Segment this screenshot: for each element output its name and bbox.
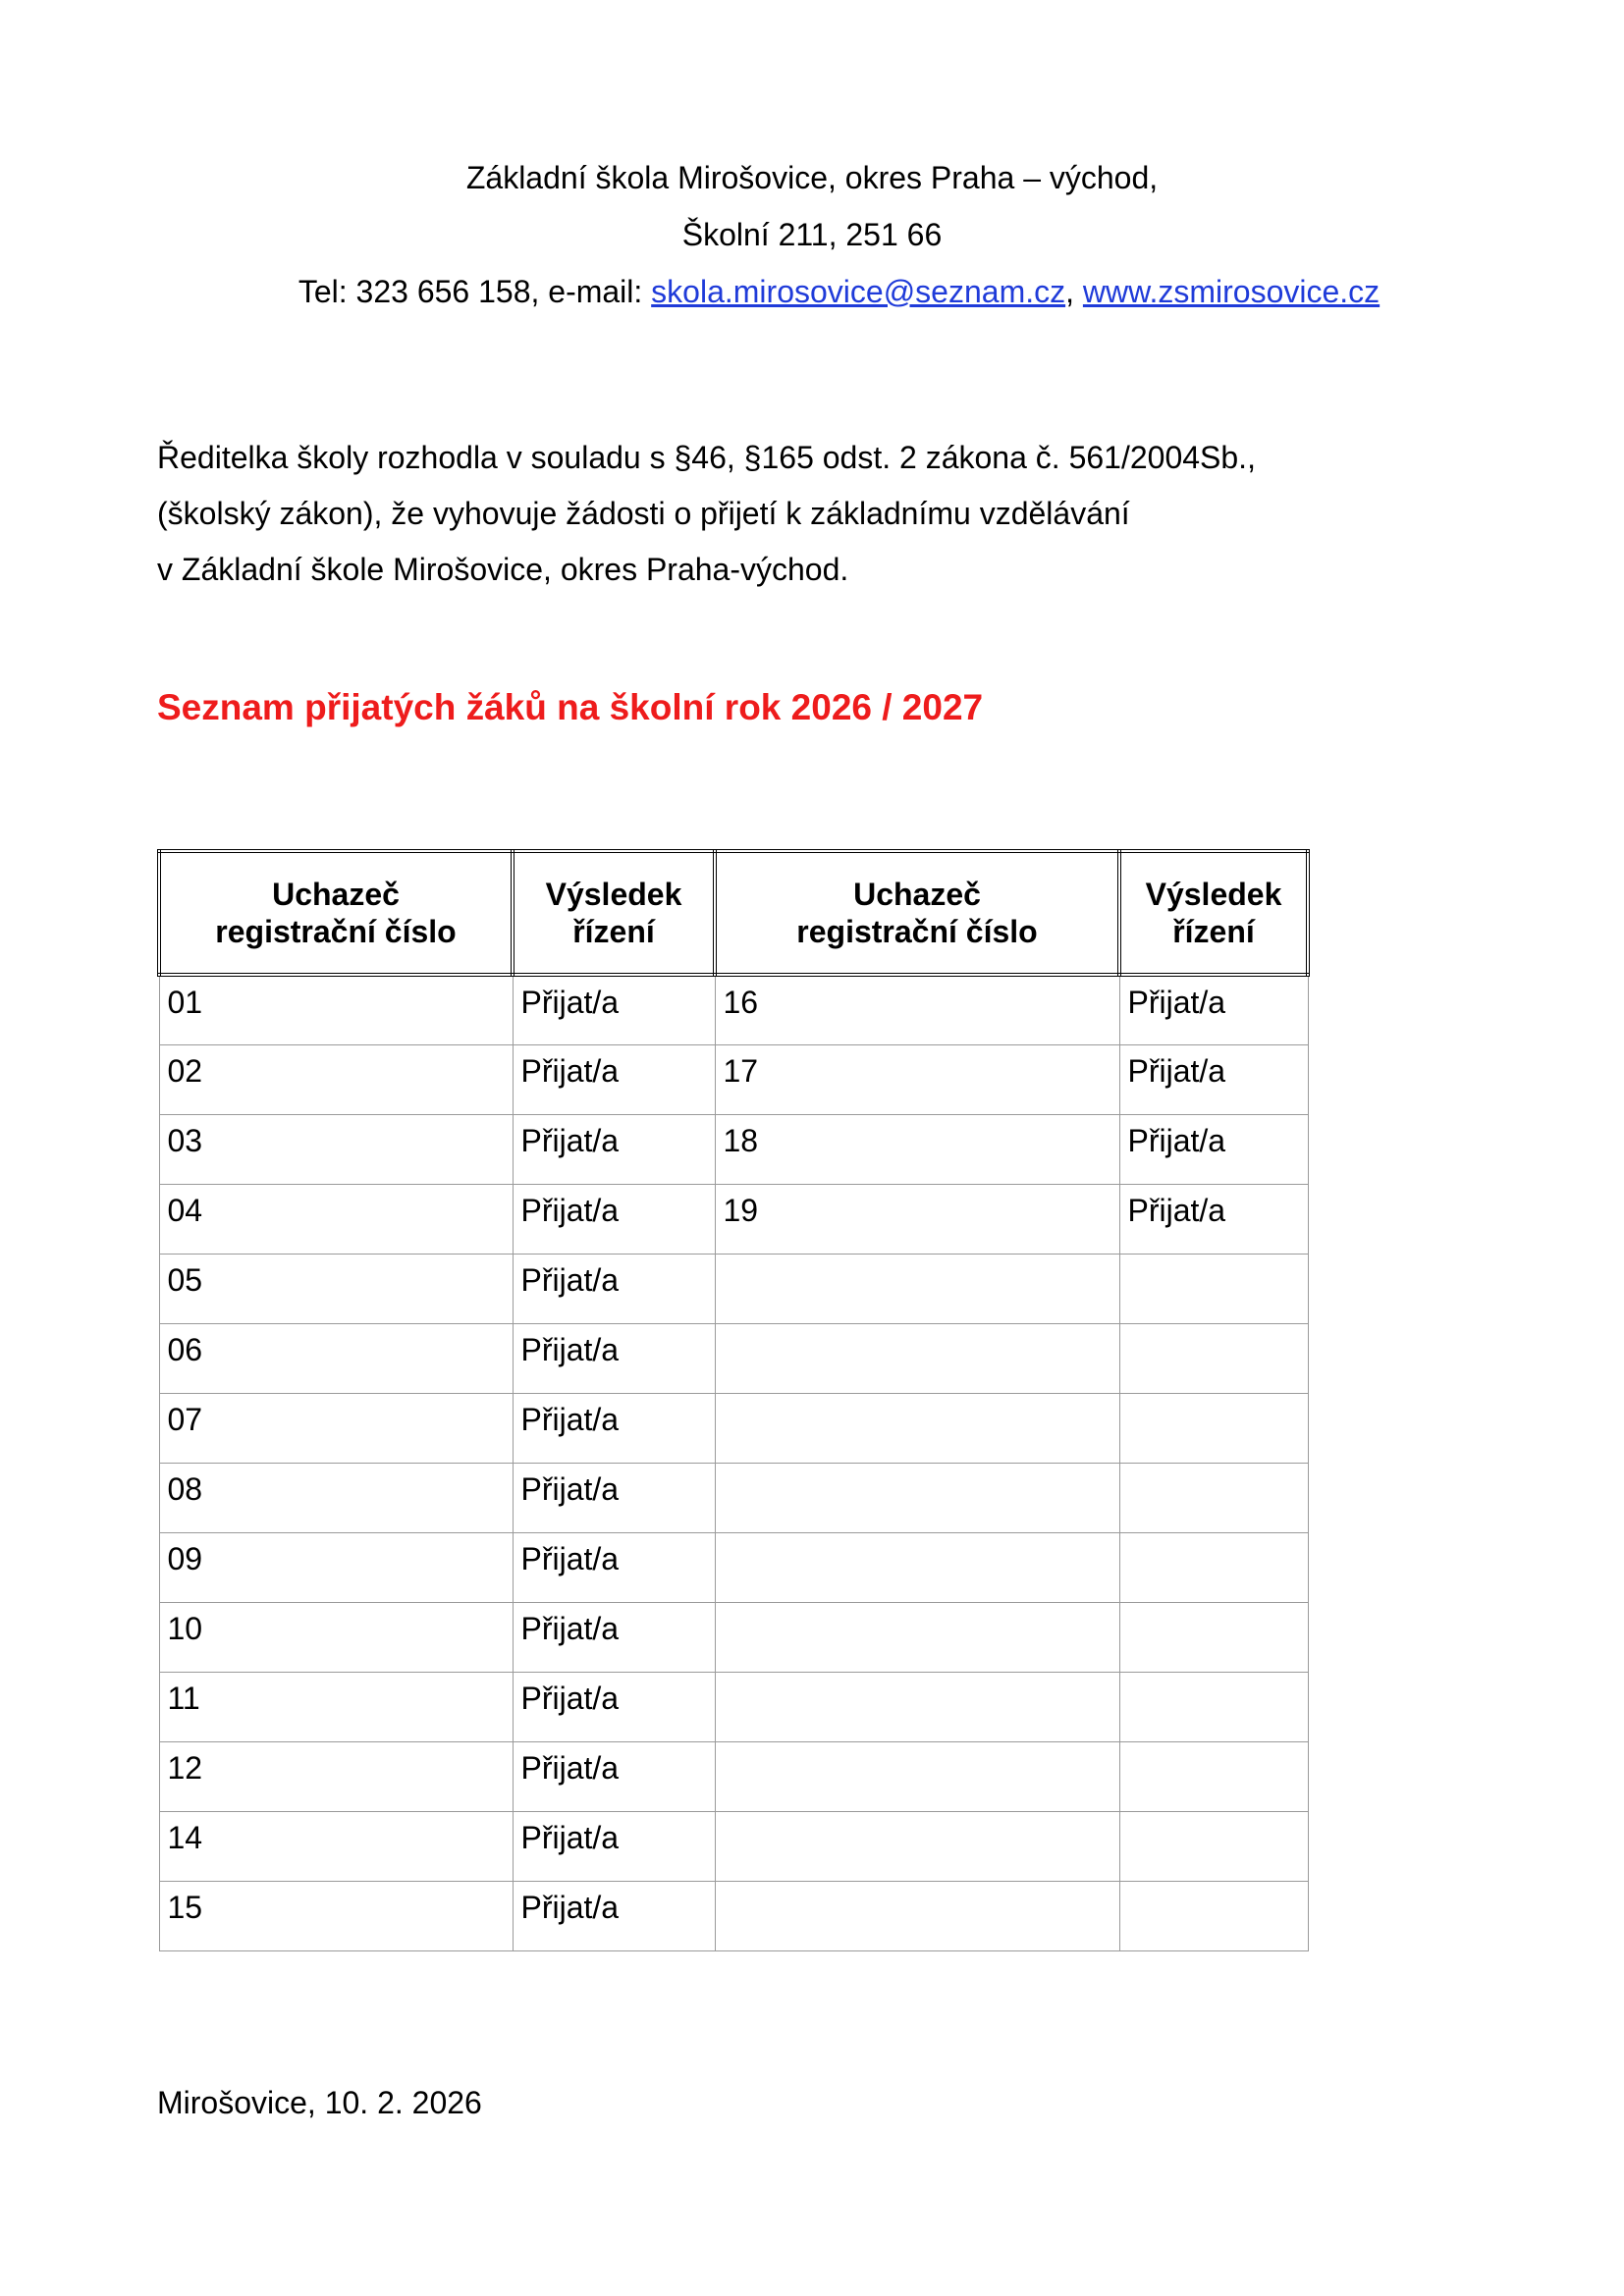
result-cell: Přijat/a [513,1114,715,1184]
applicant-id-cell: 02 [159,1044,513,1114]
table-row [159,1323,1308,1393]
applicant-id-cell: 16 [715,975,1119,1044]
result-cell: Přijat/a [513,1393,715,1463]
table-row [159,1672,1308,1741]
table-header-row [159,851,1308,975]
applicant-id-cell [715,1393,1119,1463]
result-cell [1119,1532,1308,1602]
result-cell [1119,1393,1308,1463]
website-link[interactable]: www.zsmirosovice.cz [1082,274,1380,309]
table-row [159,1532,1308,1602]
applicant-id-cell [715,1532,1119,1602]
result-cell: Přijat/a [513,1463,715,1532]
result-cell: Přijat/a [513,1741,715,1811]
applicant-id-cell: 19 [715,1184,1119,1254]
school-name: Základní škola Mirošovice, okres Praha – východ, [465,160,1159,195]
result-cell: Přijat/a [513,1811,715,1881]
applicant-id-cell: 14 [159,1811,513,1881]
result-cell [1119,1811,1308,1881]
result-cell [1119,1672,1308,1741]
result-cell: Přijat/a [513,1672,715,1741]
table-row [159,1254,1308,1323]
result-cell [1119,1463,1308,1532]
decision-text [157,430,1434,598]
result-cell: Přijat/a [513,1602,715,1672]
school-contacts [0,263,1624,320]
header-applicant-id-right: Uchazeč registrační číslo [715,851,1119,975]
result-cell: Přijat/a [513,1254,715,1323]
table-row [159,1881,1308,1950]
table-row [159,1463,1308,1532]
phone-label: Tel: 323 656 158, e-mail: [298,274,652,309]
table-row [159,1741,1308,1811]
document-title: Seznam přijatých žáků na školní rok 2026 / 2027 [157,687,984,727]
result-cell [1119,1881,1308,1950]
applicant-id-cell [715,1254,1119,1323]
table-row [159,1114,1308,1184]
result-cell: Přijat/a [513,1323,715,1393]
applicant-id-cell: 05 [159,1254,513,1323]
applicant-id-cell: 03 [159,1114,513,1184]
applicant-id-cell: 12 [159,1741,513,1811]
applicant-id-cell: 09 [159,1532,513,1602]
contact-separator: , [1065,274,1083,309]
table-row [159,1602,1308,1672]
table-row [159,1184,1308,1254]
header-result-left: Výsledek řízení [513,851,715,975]
applicant-id-cell: 01 [159,975,513,1044]
result-cell: Přijat/a [513,1532,715,1602]
place-and-date: Mirošovice, 10. 2. 2026 [157,2085,482,2120]
table-row [159,1393,1308,1463]
letterhead [0,149,1624,320]
table-row [159,975,1308,1044]
result-cell: Přijat/a [1119,1044,1308,1114]
email-link[interactable]: skola.mirosovice@seznam.cz [651,274,1066,309]
decision-line-3: v Základní škole Mirošovice, okres Praha-východ. [157,552,849,587]
applicant-id-cell: 07 [159,1393,513,1463]
applicant-id-cell: 17 [715,1044,1119,1114]
applicant-id-cell: 11 [159,1672,513,1741]
table-row [159,1044,1308,1114]
admission-table [157,849,1310,1951]
table-row [159,1811,1308,1881]
applicant-id-cell [715,1323,1119,1393]
result-cell: Přijat/a [513,975,715,1044]
result-cell: Přijat/a [1119,1114,1308,1184]
applicant-id-cell [715,1463,1119,1532]
school-address: Školní 211, 251 66 [681,217,943,252]
decision-line-2: (školský zákon), že vyhovuje žádosti o přijetí k základnímu vzdělávání [157,496,1130,531]
applicant-id-cell [715,1881,1119,1950]
applicant-id-cell [715,1672,1119,1741]
header-result-right: Výsledek řízení [1119,851,1308,975]
applicant-id-cell: 08 [159,1463,513,1532]
result-cell: Přijat/a [513,1881,715,1950]
decision-line-1: Ředitelka školy rozhodla v souladu s §46, §165 odst. 2 zákona č. 561/2004Sb., [157,440,1256,475]
header-applicant-id-left: Uchazeč registrační číslo [159,851,513,975]
applicant-id-cell: 06 [159,1323,513,1393]
result-cell [1119,1323,1308,1393]
applicant-id-cell: 15 [159,1881,513,1950]
applicant-id-cell: 10 [159,1602,513,1672]
applicant-id-cell [715,1811,1119,1881]
applicant-id-cell: 18 [715,1114,1119,1184]
result-cell: Přijat/a [1119,1184,1308,1254]
applicant-id-cell: 04 [159,1184,513,1254]
applicant-id-cell [715,1602,1119,1672]
result-cell [1119,1741,1308,1811]
result-cell: Přijat/a [513,1184,715,1254]
result-cell: Přijat/a [513,1044,715,1114]
result-cell [1119,1602,1308,1672]
result-cell: Přijat/a [1119,975,1308,1044]
applicant-id-cell [715,1741,1119,1811]
result-cell [1119,1254,1308,1323]
